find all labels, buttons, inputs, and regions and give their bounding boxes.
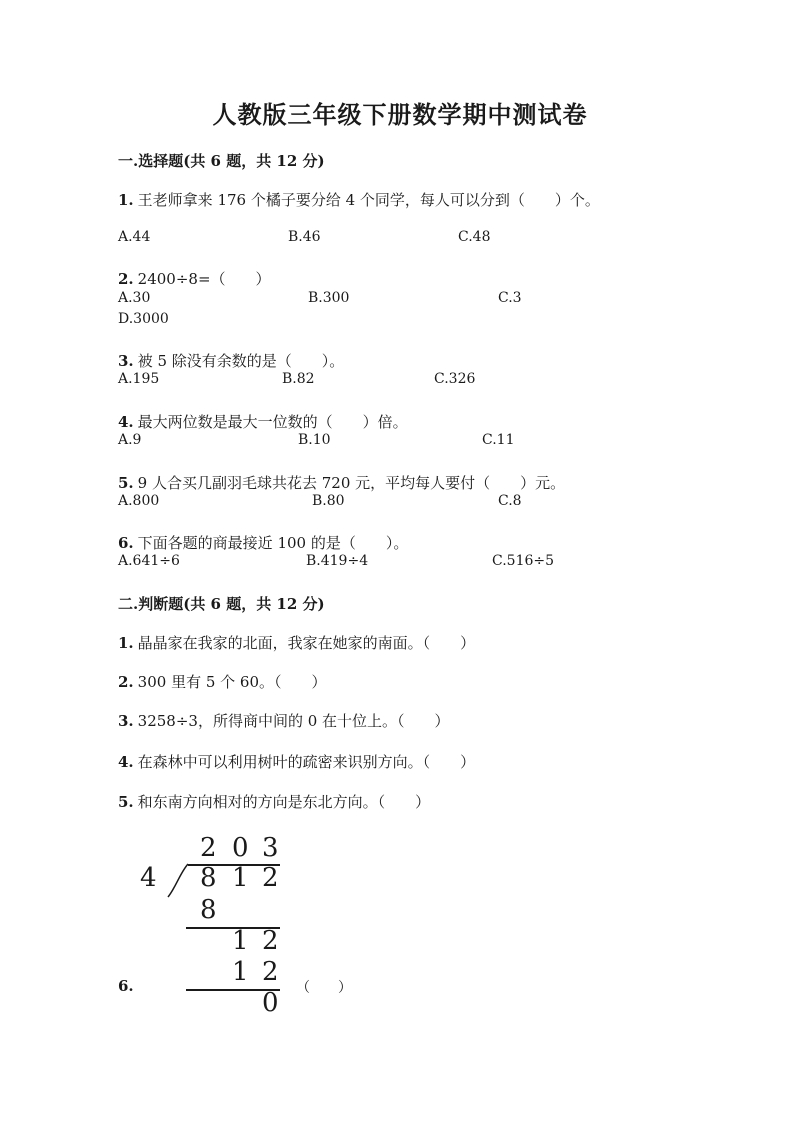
choice-options-6 [118, 553, 718, 573]
option-c: C.3 [498, 290, 522, 306]
option-b: B.10 [298, 432, 331, 448]
question-number: 4. [118, 753, 134, 771]
page-title: 人教版三年级下册数学期中测试卷 [212, 100, 588, 129]
option-a: A.800 [118, 493, 160, 509]
option-a: A.44 [118, 229, 151, 245]
question-number: 5. [118, 474, 134, 492]
choice-options-3 [118, 371, 718, 391]
judgment-question-2 [118, 671, 327, 692]
option-a: A.30 [118, 290, 151, 306]
step-digit: 2 [262, 926, 279, 956]
section-heading-choice: 一.选择题(共 6 题，共 12 分) [118, 152, 325, 170]
question-number: 2. [118, 270, 134, 288]
divisor: 4 [140, 863, 157, 893]
dividend-digit: 8 [200, 863, 217, 893]
option-c: C.48 [458, 229, 491, 245]
question-text: 和东南方向相对的方向是东北方向。（ ） [137, 793, 431, 811]
choice-options-2b [118, 311, 718, 331]
option-c: C.326 [434, 371, 476, 387]
choice-question-5 [118, 472, 565, 493]
judgment-question-5 [118, 791, 430, 812]
step-digit: 2 [262, 957, 279, 987]
judgment-question-3 [118, 710, 450, 731]
choice-question-6 [118, 532, 408, 553]
question-number: 4. [118, 413, 134, 431]
division-bracket [166, 863, 192, 899]
question-text: 2400÷8=（ ） [137, 270, 271, 288]
quotient-digit: 3 [262, 833, 279, 863]
option-b: B.80 [312, 493, 345, 509]
question-number: 5. [118, 793, 134, 811]
choice-options-5 [118, 493, 718, 513]
question-text: 晶晶家在我家的北面，我家在她家的南面。（ ） [137, 634, 476, 652]
question-number: 2. [118, 673, 134, 691]
question-text: 9 人合买几副羽毛球共花去 720 元，平均每人要付（ ）元。 [137, 474, 566, 492]
section-heading-judgment: 二.判断题(共 6 题，共 12 分) [118, 595, 325, 613]
step-digit: 1 [232, 926, 249, 956]
dividend-digit: 1 [232, 863, 249, 893]
question-number: 1. [118, 634, 134, 652]
choice-question-2 [118, 268, 271, 289]
option-c: C.516÷5 [492, 553, 555, 569]
question-text: 王老师拿来 176 个橘子要分给 4 个同学，每人可以分到（ ）个。 [137, 191, 600, 209]
question-text: 在森林中可以利用树叶的疏密来识别方向。（ ） [137, 753, 476, 771]
question-number: 6. [118, 977, 134, 995]
remainder-digit: 0 [262, 988, 279, 1018]
option-a: A.9 [118, 432, 142, 448]
question-text: 最大两位数是最大一位数的（ ）倍。 [137, 413, 408, 431]
option-c: C.11 [482, 432, 515, 448]
question-number: 3. [118, 352, 134, 370]
choice-options-2 [118, 290, 718, 310]
quotient-digit: 0 [232, 833, 249, 863]
question-number: 1. [118, 191, 134, 209]
question-text: 300 里有 5 个 60。（ ） [137, 673, 327, 691]
judgment-question-1 [118, 632, 475, 653]
choice-question-4 [118, 411, 408, 432]
option-d: D.3000 [118, 311, 169, 327]
choice-options-4 [118, 432, 718, 452]
option-b: B.46 [288, 229, 321, 245]
long-division-figure [118, 830, 418, 1020]
option-b: B.419÷4 [306, 553, 369, 569]
question-text: 3258÷3，所得商中间的 0 在十位上。（ ） [137, 712, 450, 730]
option-b: B.300 [308, 290, 350, 306]
judgment-question-6-blank: （ ） [296, 980, 352, 996]
question-number: 6. [118, 534, 134, 552]
choice-question-3 [118, 350, 344, 371]
quotient-digit: 2 [200, 833, 217, 863]
option-a: A.195 [118, 371, 160, 387]
choice-question-1 [118, 189, 600, 210]
question-text: 下面各题的商最接近 100 的是（ ）。 [137, 534, 409, 552]
option-c: C.8 [498, 493, 522, 509]
step-digit: 1 [232, 957, 249, 987]
choice-options-1 [118, 229, 718, 249]
option-a: A.641÷6 [118, 553, 180, 569]
judgment-question-4 [118, 751, 475, 772]
step-digit: 8 [200, 895, 217, 925]
dividend-digit: 2 [262, 863, 279, 893]
question-text: 被 5 除没有余数的是（ ）。 [137, 352, 345, 370]
question-number: 3. [118, 712, 134, 730]
option-b: B.82 [282, 371, 315, 387]
